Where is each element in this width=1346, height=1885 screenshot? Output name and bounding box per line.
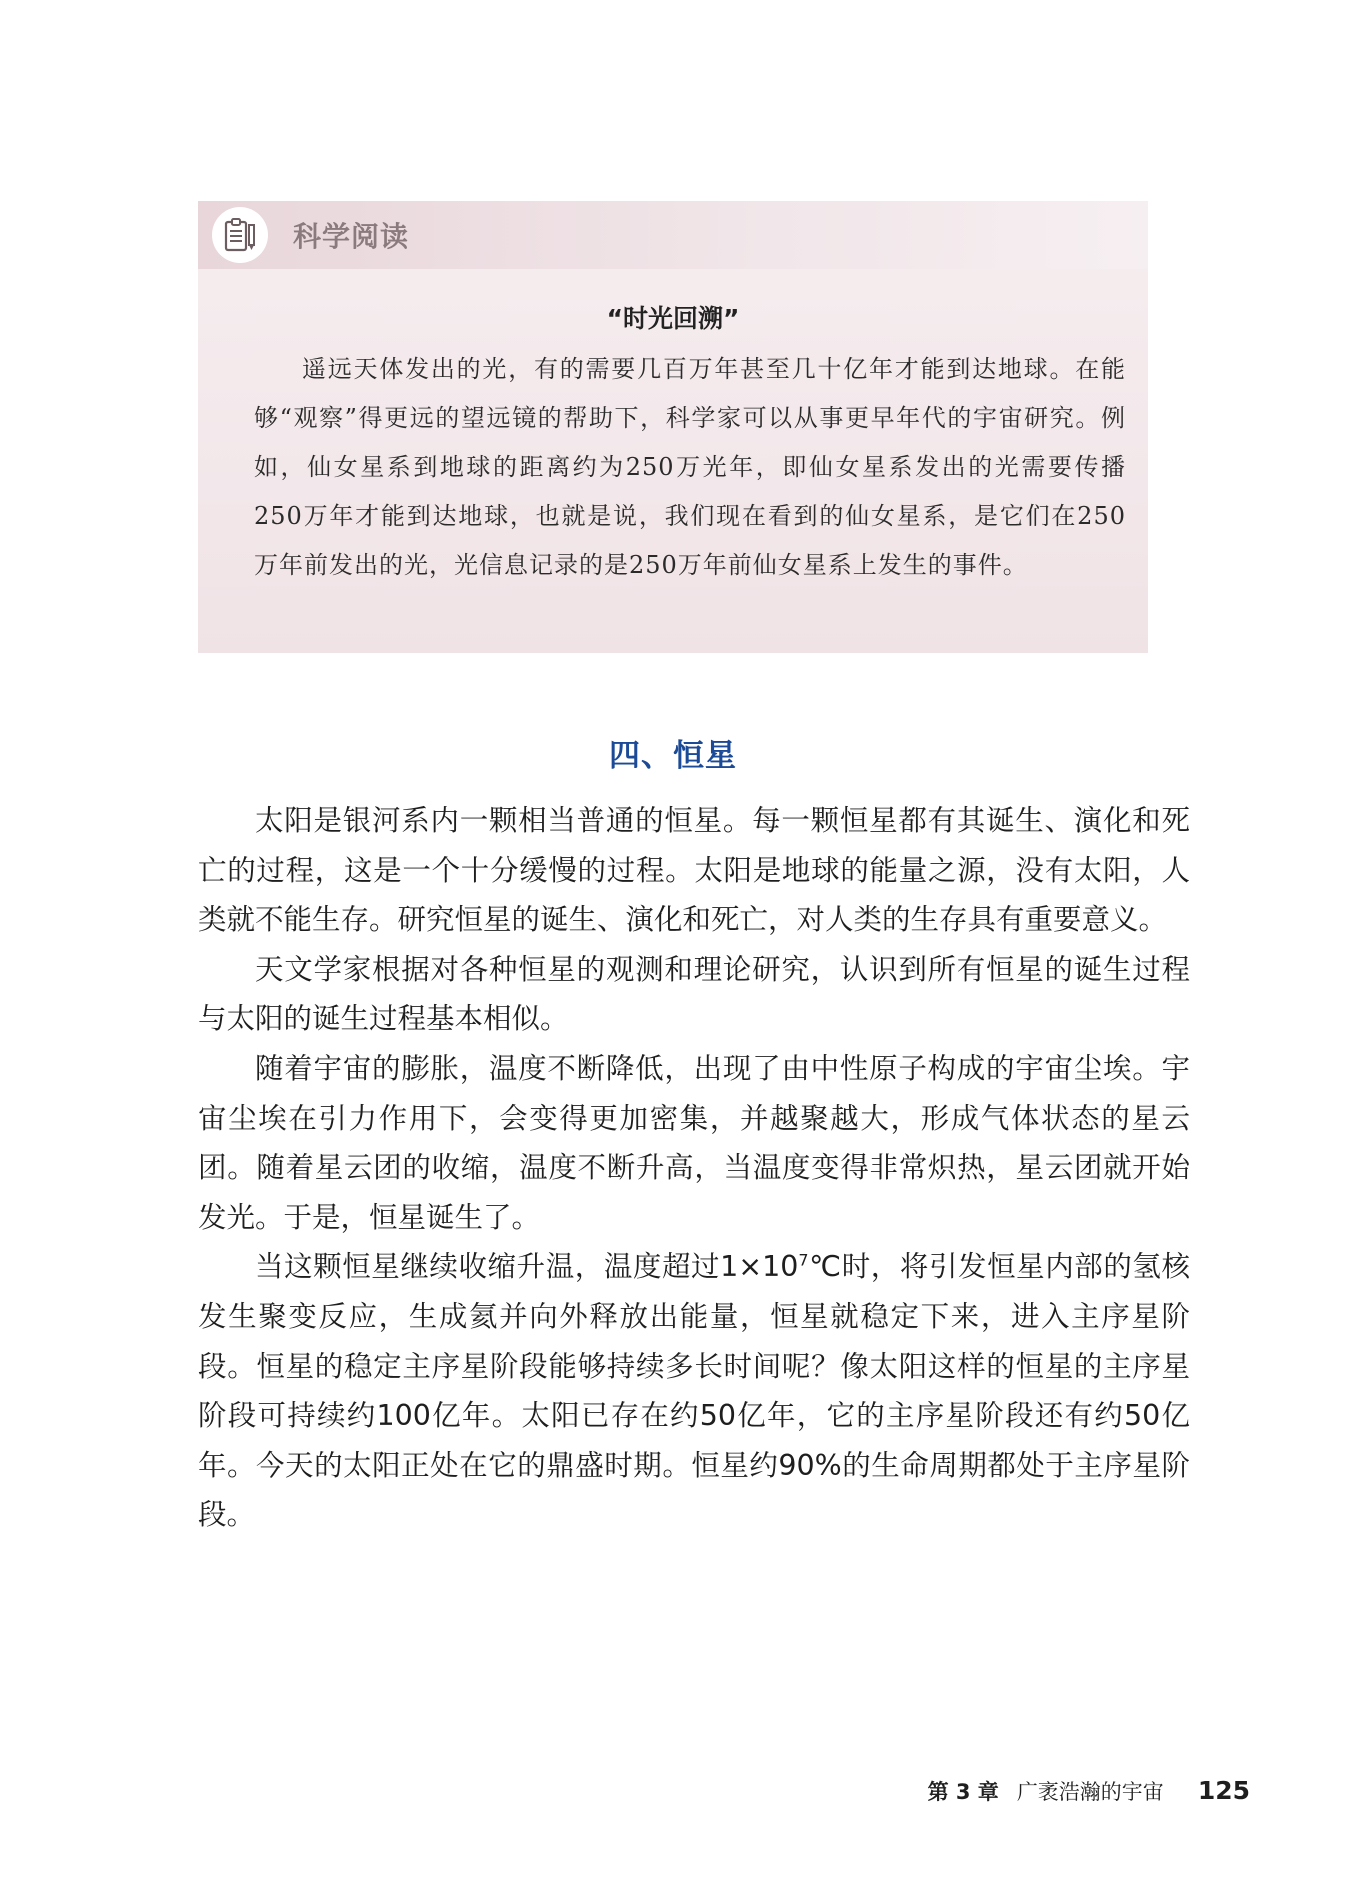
paragraph: 随着宇宙的膨胀，温度不断降低，出现了由中性原子构成的宇宙尘埃。宇宙尘埃在引力作用下，会变得更加密集，并越聚越大，形成气体状态的星云团。随着星云团的收缩，温度不断升高，当温度变得非常炽热，星云团就开始发光。于是，恒星诞生了。 <box>198 1051 1190 1234</box>
paragraph <box>198 1242 1190 1540</box>
chapter-number: 第 3 章 <box>927 1780 999 1804</box>
chapter-title: 广袤浩瀚的宇宙 <box>1016 1780 1164 1804</box>
section-body <box>198 796 1190 1540</box>
reading-title: “时光回溯” <box>606 304 740 333</box>
paragraph: 天文学家根据对各种恒星的观测和理论研究，认识到所有恒星的诞生过程与太阳的诞生过程基本相似。 <box>198 952 1190 1036</box>
reading-body: 遥远天体发出的光，有的需要几百万年甚至几十亿年才能到达地球。在能够“观察”得更远的望远镜的帮助下，科学家可以从事更早年代的宇宙研究。例如，仙女星系到地球的距离约为250万光年，即仙女星系发出的光需要传播250万年才能到达地球，也就是说，我们现在看到的仙女星系，是它们在250万年前发出的光，光信息记录的是250万年前仙女星系上发生的事件。 <box>254 355 1126 579</box>
paragraph: 太阳是银河系内一颗相当普通的恒星。每一颗恒星都有其诞生、演化和死亡的过程，这是一个十分缓慢的过程。太阳是地球的能量之源，没有太阳，人类就不能生存。研究恒星的诞生、演化和死亡，对人类的生存具有重要意义。 <box>198 804 1190 937</box>
exponent: 7 <box>798 1250 809 1270</box>
paragraph-text: ℃时，将引发恒星内部的氢核发生聚变反应，生成氦并向外释放出能量，恒星就稳定下来，进入主序星阶段。恒星的稳定主序星阶段能够持续多长时间呢？像太阳这样的恒星的主序星阶段可持续约100亿年。太阳已存在约50亿年，它的主序星阶段还有约50亿年。今天的太阳正处在它的鼎盛时期。恒星约90%的生命周期都处于主序星阶段。 <box>198 1250 1191 1532</box>
paragraph-text: 当这颗恒星继续收缩升温，温度超过1×10 <box>255 1250 799 1284</box>
notepad-pencil-icon <box>212 207 268 263</box>
page-number: 125 <box>1197 1776 1250 1805</box>
science-reading-label: 科学阅读 <box>293 220 410 253</box>
page-footer <box>928 1776 1250 1806</box>
science-reading-box <box>198 201 1148 653</box>
section-heading: 四、恒星 <box>609 738 737 774</box>
science-reading-header <box>198 201 1148 269</box>
